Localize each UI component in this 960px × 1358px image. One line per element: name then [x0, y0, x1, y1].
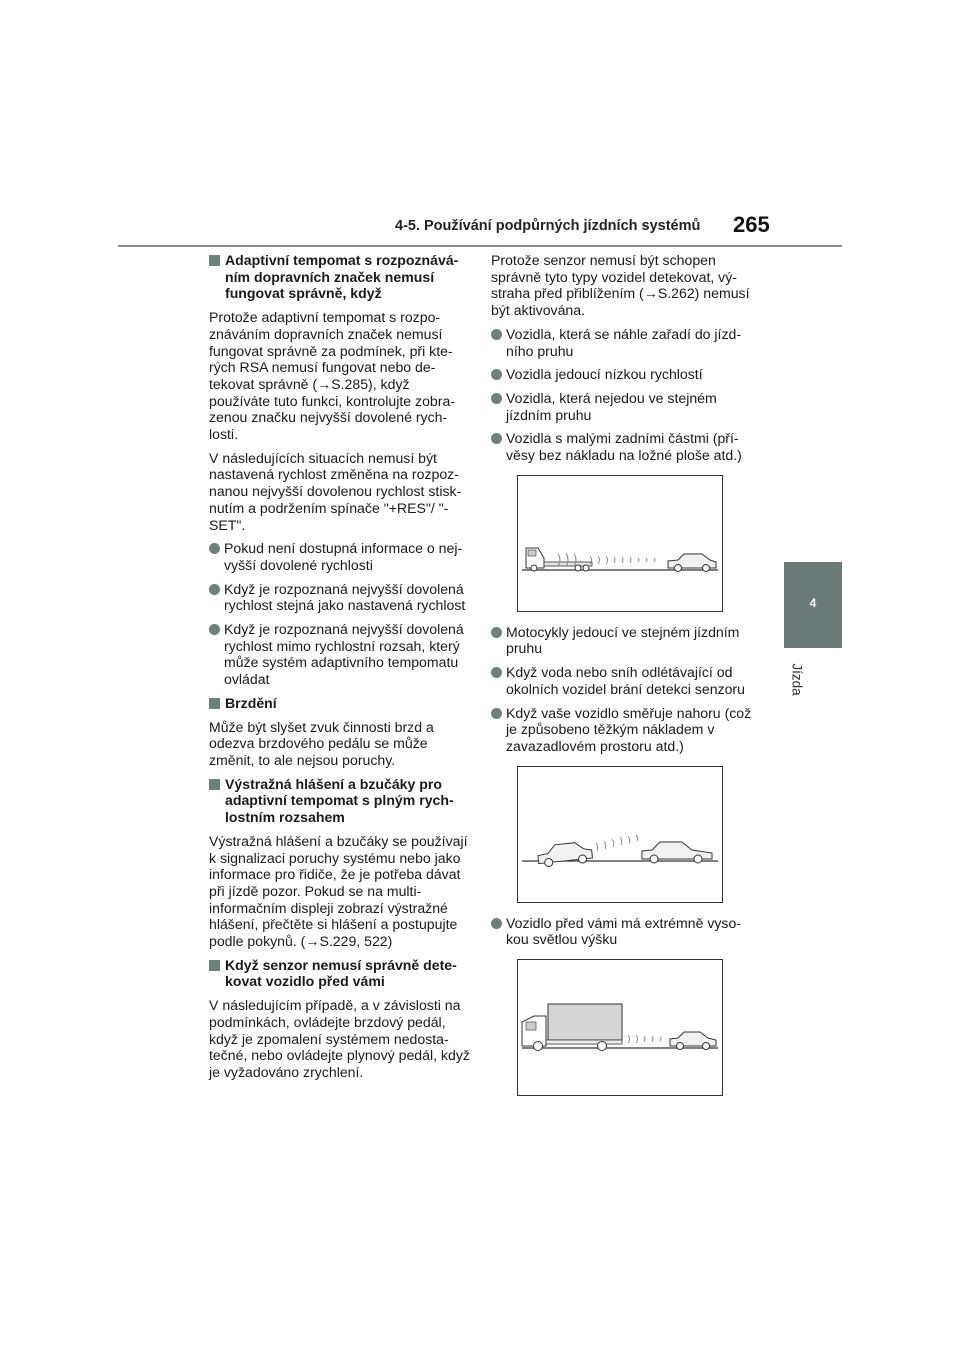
paragraph: Protože senzor nemusí být schopen správně tyto typy vozidel detekovat, výstraha před přiblížením (→S.262) nemusí být aktivována.	[491, 252, 750, 319]
list-item-text: Pokud není dostupná informace o nejvyšší dovolené rychlosti	[224, 540, 463, 573]
list-item	[491, 366, 757, 383]
round-bullet-icon	[491, 393, 502, 404]
chapter-tab-label-wrap	[791, 656, 819, 706]
car-pitched-upward-illustration	[517, 766, 723, 903]
paragraph: Výstražná hlášení a bzučáky se používají k signalizaci poruchy systému nebo jako informace pro řidiče, že je potřeba dávat při jízdě pozor. Pokud se na multiinformačním displeji zobrazí výstražné hlášení, přečtěte si hlášení a postupujte podle pokynů. (→S.229, 522)	[209, 832, 468, 950]
paragraph: Protože adaptivní tempomat s rozpoznáváním dopravních značek nemusí fungovat správně za podmínek, při kterých RSA nemusí fungovat nebo detekovat správně (→S.285), když používáte tuto funkci, kontrolujte zobrazenou značku nejvyšší dovolené rychlosti.	[209, 309, 456, 443]
list-item	[491, 430, 757, 463]
list-item-text: Vozidla, která se náhle zařadí do jízdního pruhu	[506, 325, 742, 359]
chapter-tab	[784, 562, 842, 648]
heading-text: Výstražná hlášení a bzučáky pro adaptivní tempomat s plným rychlostním rozsahem	[225, 775, 454, 826]
left-column	[209, 252, 471, 1088]
header-divider	[118, 245, 842, 247]
list-item-text: Vozidla, která nejedou ve stejném jízdním pruhu	[506, 389, 717, 423]
list-item-text: Vozidlo před vámi má extrémně vysokou světlou výšku	[506, 914, 741, 948]
heading-text: Adaptivní tempomat s rozpoznáváním dopravních značek nemusí fungovat správně, když	[225, 252, 459, 302]
round-bullet-icon	[491, 667, 502, 678]
list-item-text: Když je rozpoznaná nejvyšší dovolená rychlost stejná jako nastavená rychlost	[224, 580, 466, 614]
section-heading	[209, 776, 471, 826]
list-item-text: Vozidla jedoucí nízkou rychlostí	[506, 366, 703, 383]
square-bullet-icon	[209, 960, 220, 971]
heading-text: Když senzor nemusí správně detekovat vozidlo před vámi	[225, 956, 457, 990]
round-bullet-icon	[491, 433, 502, 444]
paragraph: V následujících situacích nemusí být nastavená rychlost změněna na rozpoznanou nejvyšší dovolenou rychlost stisknutím a podržením spínače "+RES"/ "-SET".	[209, 449, 462, 533]
list-item	[491, 390, 757, 423]
square-bullet-icon	[209, 779, 220, 790]
list-item-text: Když vaše vozidlo směřuje nahoru (což je způsobeno těžkým nákladem v zavazadlovém prostoru atd.)	[506, 704, 752, 754]
square-bullet-icon	[209, 255, 220, 266]
trailer-truck-and-car-illustration	[517, 475, 723, 612]
round-bullet-icon	[209, 624, 220, 635]
round-bullet-icon	[209, 543, 220, 554]
list-item-text: Když je rozpoznaná nejvyšší dovolená rychlost mimo rychlostní rozsah, který může systém adaptivního tempomatu ovládat	[224, 621, 464, 688]
section-heading	[209, 695, 471, 712]
right-column	[491, 252, 757, 1108]
chapter-tab-label: Jízda	[789, 663, 805, 696]
round-bullet-icon	[491, 918, 502, 929]
section-heading	[209, 957, 471, 990]
list-item	[209, 581, 471, 614]
list-item	[491, 705, 757, 755]
chapter-title: 4-5. Používání podpůrných jízdních systémů	[395, 218, 701, 234]
list-item	[209, 540, 471, 573]
round-bullet-icon	[209, 584, 220, 595]
round-bullet-icon	[491, 627, 502, 638]
list-item-text: Když voda nebo sníh odlétávající od okolních vozidel brání detekci senzoru	[506, 664, 745, 697]
page-number: 265	[733, 212, 770, 237]
list-item-text: Motocykly jedoucí ve stejném jízdním pruhu	[506, 623, 740, 657]
list-item	[491, 664, 757, 697]
high-clearance-truck-illustration	[517, 959, 723, 1096]
heading-text: Brzdění	[225, 694, 277, 711]
list-item	[209, 621, 471, 688]
list-item	[491, 326, 757, 359]
round-bullet-icon	[491, 369, 502, 380]
round-bullet-icon	[491, 329, 502, 340]
round-bullet-icon	[491, 708, 502, 719]
paragraph: Může být slyšet zvuk činnosti brzd a odezva brzdového pedálu se může změnit, to ale nejsou poruchy.	[209, 718, 434, 768]
chapter-tab-number: 4	[809, 596, 817, 610]
section-heading	[209, 252, 471, 302]
square-bullet-icon	[209, 698, 220, 709]
list-item	[491, 624, 757, 657]
list-item	[491, 915, 757, 948]
paragraph: V následujícím případě, a v závislosti na podmínkách, ovládejte brzdový pedál, když je zpomalení systémem nedostatečné, nebo ovládejte plynový pedál, když je vyžadováno zrychlení.	[209, 997, 470, 1080]
list-item-text: Vozidla s malými zadními částmi (přívěsy bez nákladu na ložné ploše atd.)	[506, 430, 742, 464]
